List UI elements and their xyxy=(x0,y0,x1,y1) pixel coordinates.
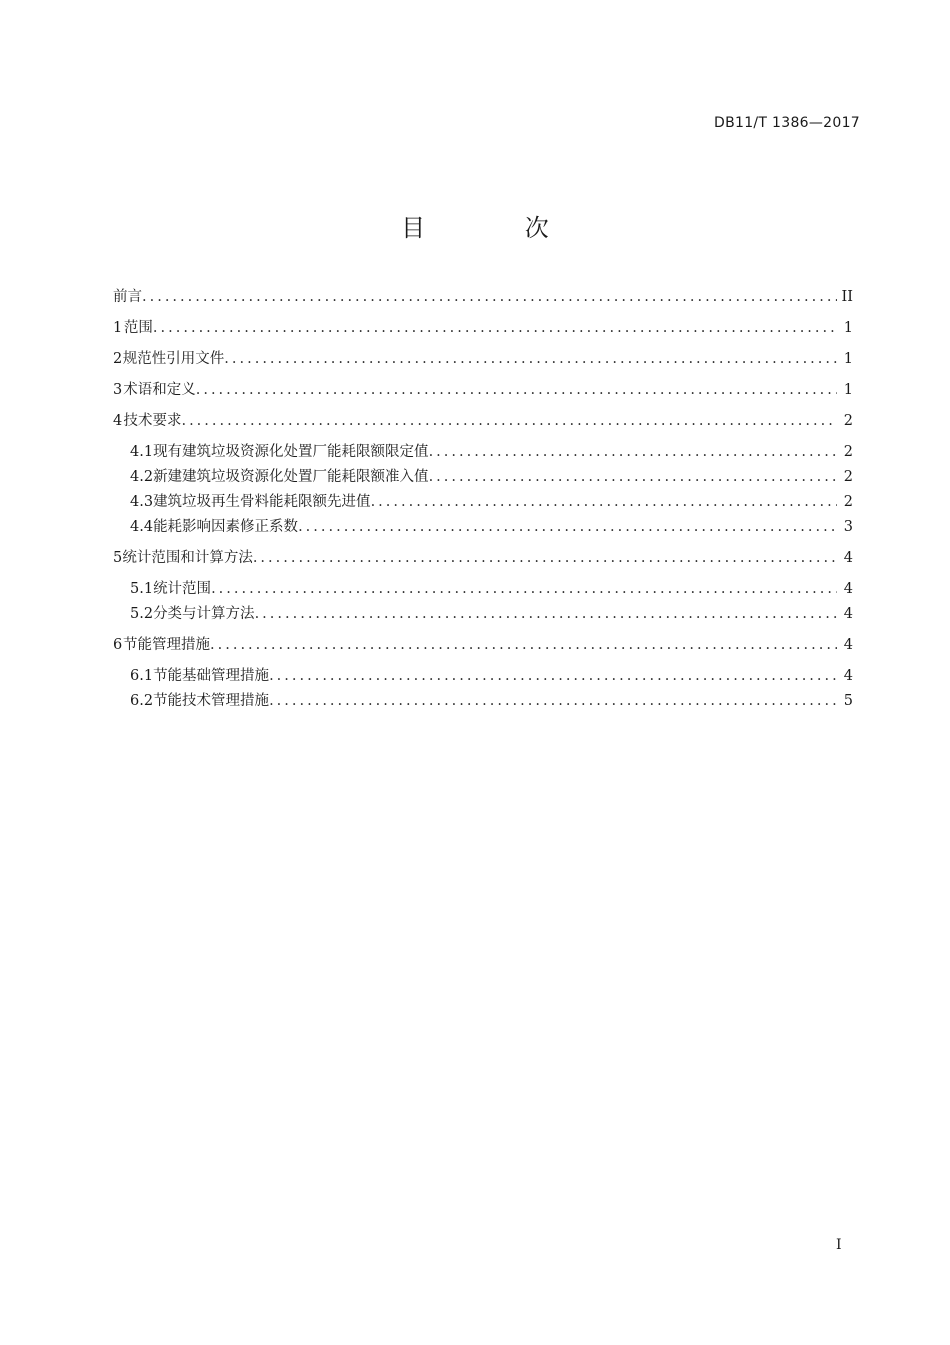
toc-page-number: 4 xyxy=(843,581,853,597)
toc-page-number: 4 xyxy=(843,550,853,566)
toc-number: 1 xyxy=(113,320,123,336)
toc-entry-5[interactable] xyxy=(113,548,853,568)
toc-leader-dots xyxy=(269,691,837,711)
toc-label: 范围 xyxy=(123,320,153,336)
toc-leader-dots xyxy=(211,579,837,599)
toc-page-number: 1 xyxy=(843,320,853,336)
toc-entry-2[interactable] xyxy=(113,349,853,369)
toc-entry-1[interactable] xyxy=(113,318,853,338)
toc-page-number: 2 xyxy=(843,444,853,460)
toc-leader-dots xyxy=(253,548,837,568)
toc-number: 4.4 xyxy=(130,519,154,535)
toc-page-number: 1 xyxy=(843,351,853,367)
toc-number: 4 xyxy=(113,413,123,429)
toc-entry-4-3[interactable] xyxy=(113,492,853,512)
toc-label: 现有建筑垃圾资源化处置厂能耗限额限定值 xyxy=(153,444,429,460)
toc-label: 统计范围和计算方法 xyxy=(122,550,253,566)
toc-leader-dots xyxy=(153,318,837,338)
toc-entry-4-1[interactable] xyxy=(113,442,853,462)
toc-page-number: 1 xyxy=(843,382,853,398)
page-number: I xyxy=(836,1237,842,1253)
toc-page-number: 4 xyxy=(843,637,853,653)
toc-label: 节能管理措施 xyxy=(123,637,211,653)
toc-entry-6[interactable] xyxy=(113,635,853,655)
toc-label: 术语和定义 xyxy=(123,382,196,398)
toc-leader-dots xyxy=(196,380,837,400)
toc-number: 4.2 xyxy=(130,469,154,485)
toc-page-number: 5 xyxy=(843,693,853,709)
toc-entry-preface[interactable] xyxy=(113,287,853,307)
toc-page-number: II xyxy=(841,289,853,305)
toc-label: 前言 xyxy=(113,289,142,305)
toc-page-number: 2 xyxy=(843,469,853,485)
toc-page-number: 2 xyxy=(843,494,853,510)
toc-label: 分类与计算方法 xyxy=(153,606,255,622)
toc-leader-dots xyxy=(269,666,837,686)
toc-number: 4.3 xyxy=(130,494,154,510)
toc-leader-dots xyxy=(429,467,837,487)
toc-entry-4[interactable] xyxy=(113,411,853,431)
toc-label: 节能技术管理措施 xyxy=(153,693,270,709)
toc-number: 5.1 xyxy=(130,581,154,597)
toc-leader-dots xyxy=(371,492,837,512)
toc-leader-dots xyxy=(224,349,837,369)
toc-number: 6.1 xyxy=(130,668,154,684)
toc-entry-3[interactable] xyxy=(113,380,853,400)
toc-leader-dots xyxy=(181,411,837,431)
page-title: 目 次 xyxy=(401,214,595,242)
standard-code: DB11/T 1386—2017 xyxy=(714,115,860,131)
toc-number: 2 xyxy=(113,351,123,367)
toc-label: 技术要求 xyxy=(123,413,182,429)
toc-number: 5.2 xyxy=(130,606,154,622)
toc-entry-4-2[interactable] xyxy=(113,467,853,487)
toc-page-number: 4 xyxy=(843,668,853,684)
toc-label: 能耗影响因素修正系数 xyxy=(153,519,299,535)
toc-label: 统计范围 xyxy=(153,581,212,597)
toc-leader-dots xyxy=(429,442,837,462)
toc-leader-dots xyxy=(142,287,837,307)
toc-leader-dots xyxy=(210,635,837,655)
toc-page-number: 4 xyxy=(843,606,853,622)
toc-page-number: 3 xyxy=(843,519,853,535)
toc-label: 规范性引用文件 xyxy=(122,351,225,367)
toc-number: 3 xyxy=(113,382,123,398)
toc-label: 建筑垃圾再生骨料能耗限额先进值 xyxy=(153,494,371,510)
toc-entry-5-2[interactable] xyxy=(113,604,853,624)
toc-label: 新建建筑垃圾资源化处置厂能耗限额准入值 xyxy=(153,469,429,485)
toc-entry-6-1[interactable] xyxy=(113,666,853,686)
toc-page-number: 2 xyxy=(843,413,853,429)
toc-entry-6-2[interactable] xyxy=(113,691,853,711)
toc-number: 6 xyxy=(113,637,123,653)
toc-number: 4.1 xyxy=(130,444,154,460)
toc-entry-4-4[interactable] xyxy=(113,517,853,537)
toc-leader-dots xyxy=(298,517,837,537)
toc-number: 6.2 xyxy=(130,693,154,709)
toc-leader-dots xyxy=(255,604,837,624)
toc-label: 节能基础管理措施 xyxy=(153,668,270,684)
table-of-contents xyxy=(113,287,853,711)
toc-number: 5 xyxy=(113,550,123,566)
toc-entry-5-1[interactable] xyxy=(113,579,853,599)
